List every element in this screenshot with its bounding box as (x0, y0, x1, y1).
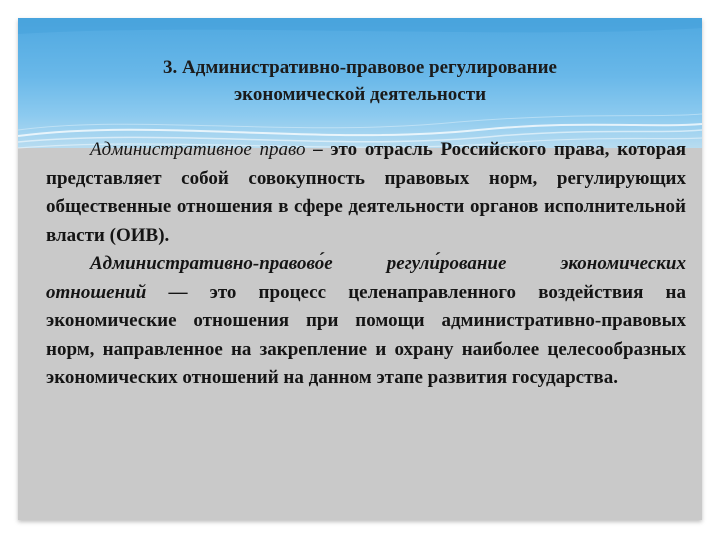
paragraph-2-text: — это процесс целенаправленного воздействия на экономические отношения при помощи административно-правовых норм, направленное на закрепление и охрану наиболее целесообразных экономических отношений на данном этапе развития государства. (46, 281, 686, 388)
paragraph-1-text: – это отрасль Российского права, которая представляет собой совокупность правовых норм, регулирующих общественные отношения в сфере деятельности органов исполнительной власти (ОИВ). (46, 139, 686, 246)
term-administrative-regulation: Административно-правово́е регули́рование экономических отношений (46, 253, 686, 303)
paragraph-1 (46, 136, 686, 250)
slide (18, 18, 702, 520)
slide-title (78, 54, 642, 108)
term-administrative-law: Административное право (90, 139, 306, 160)
title-line-1: 3. Административно-правовое регулирование (163, 57, 557, 78)
title-line-2: экономической деятельности (233, 84, 487, 105)
paragraph-2 (46, 250, 686, 393)
slide-body (46, 136, 686, 393)
